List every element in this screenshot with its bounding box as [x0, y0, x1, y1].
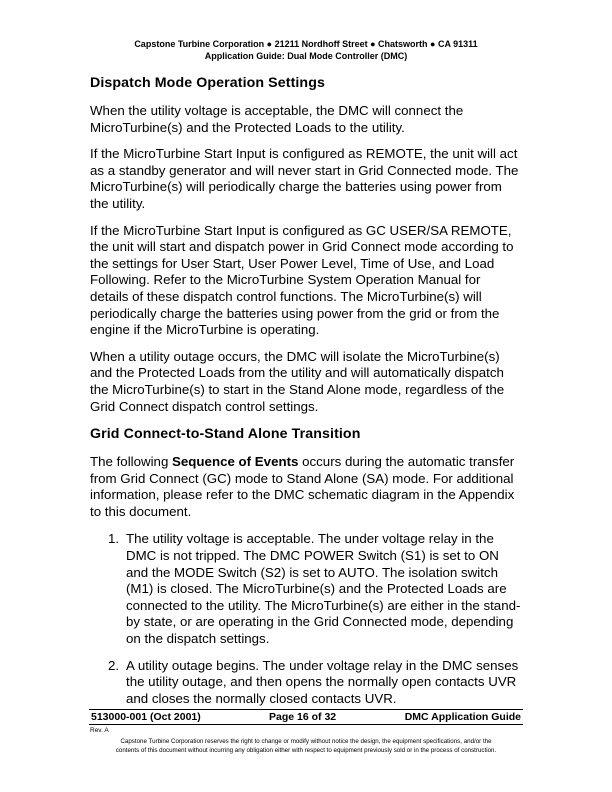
list-item	[90, 531, 522, 647]
paragraph: If the MicroTurbine Start Input is configured as GC USER/SA REMOTE, the unit will start and dispatch power in Grid Connect mode according to the settings for User Start, User Power Level, Time of Use, and Load Following. Refer to the MicroTurbine System Operation Manual for details of these dispatch control functions. The MicroTurbine(s) will periodically charge the batteries using power from the grid or from the engine if the MicroTurbine is operating.	[90, 222, 514, 338]
header-company-line: Capstone Turbine Corporation ● 21211 Nordhoff Street ● Chatsworth ● CA 91311	[134, 39, 478, 49]
sequence-intro-paragraph	[90, 454, 522, 520]
footer-doc-number: 513000-001 (Oct 2001)	[91, 711, 201, 723]
list-item	[90, 658, 522, 708]
list-item-text: A utility outage begins. The under voltage relay in the DMC senses the utility outage, and then opens the normally open contacts UVR and closes the normally closed contacts UVR.	[126, 657, 519, 706]
intro-text: occurs during the automatic transfer from Grid Connect (GC) mode to Stand Alone (SA) mode. For additional information, please refer to the DMC schematic diagram in the Appendix to this document.	[90, 454, 515, 519]
page-content	[90, 74, 522, 707]
sequence-list	[90, 531, 522, 707]
running-header	[0, 38, 612, 62]
sequence-of-events-emphasis: Sequence of Events	[172, 454, 299, 470]
footer-bar	[89, 709, 523, 725]
footer-page-number: Page 16 of 32	[269, 711, 337, 723]
header-guide-line: Application Guide: Dual Mode Controller (DMC)	[204, 51, 408, 61]
footer-revision: Rev. A	[90, 727, 109, 734]
disclaimer-line: Capstone Turbine Corporation reserves the right to change or modify without notice the design, the equipment specifications, and/or the	[120, 738, 492, 745]
list-item-number: 2.	[108, 657, 120, 673]
section-heading-grid-connect-transition: Grid Connect-to-Stand Alone Transition	[90, 426, 361, 443]
paragraph: When the utility voltage is acceptable, the DMC will connect the MicroTurbine(s) and the Protected Loads to the utility.	[90, 103, 464, 135]
paragraph: When a utility outage occurs, the DMC will isolate the MicroTurbine(s) and the Protected Loads from the utility and will automatically dispatch the MicroTurbine(s) to start in the Stand Alone mode, regardless of the Grid Connect dispatch control settings.	[90, 348, 505, 414]
footer-guide-title: DMC Application Guide	[404, 711, 521, 723]
paragraph: If the MicroTurbine Start Input is configured as REMOTE, the unit will act as a standby generator and will never start in Grid Connected mode. The MicroTurbine(s) will periodically charge the batteries using power from the utility.	[90, 146, 519, 211]
list-item-text: The utility voltage is acceptable. The under voltage relay in the DMC is not tripped. The DMC POWER Switch (S1) is set to ON and the MODE Switch (S2) is set to AUTO. The isolation switch (M1) is closed. The MicroTurbine(s) and the Protected Loads are connected to the utility. The MicroTurbine(s) are either in the stand-by state, or are operating in the Grid Connected mode, depending on the dispatch settings.	[126, 531, 521, 647]
list-item-number: 1.	[108, 531, 120, 547]
intro-text: The following	[90, 454, 173, 470]
footer-disclaimer	[60, 738, 552, 755]
section-heading-dispatch-mode: Dispatch Mode Operation Settings	[90, 75, 325, 91]
disclaimer-line: contents of this document without incurring any obligation either with respect to equipment previously sold or in the process of construction.	[115, 746, 497, 754]
